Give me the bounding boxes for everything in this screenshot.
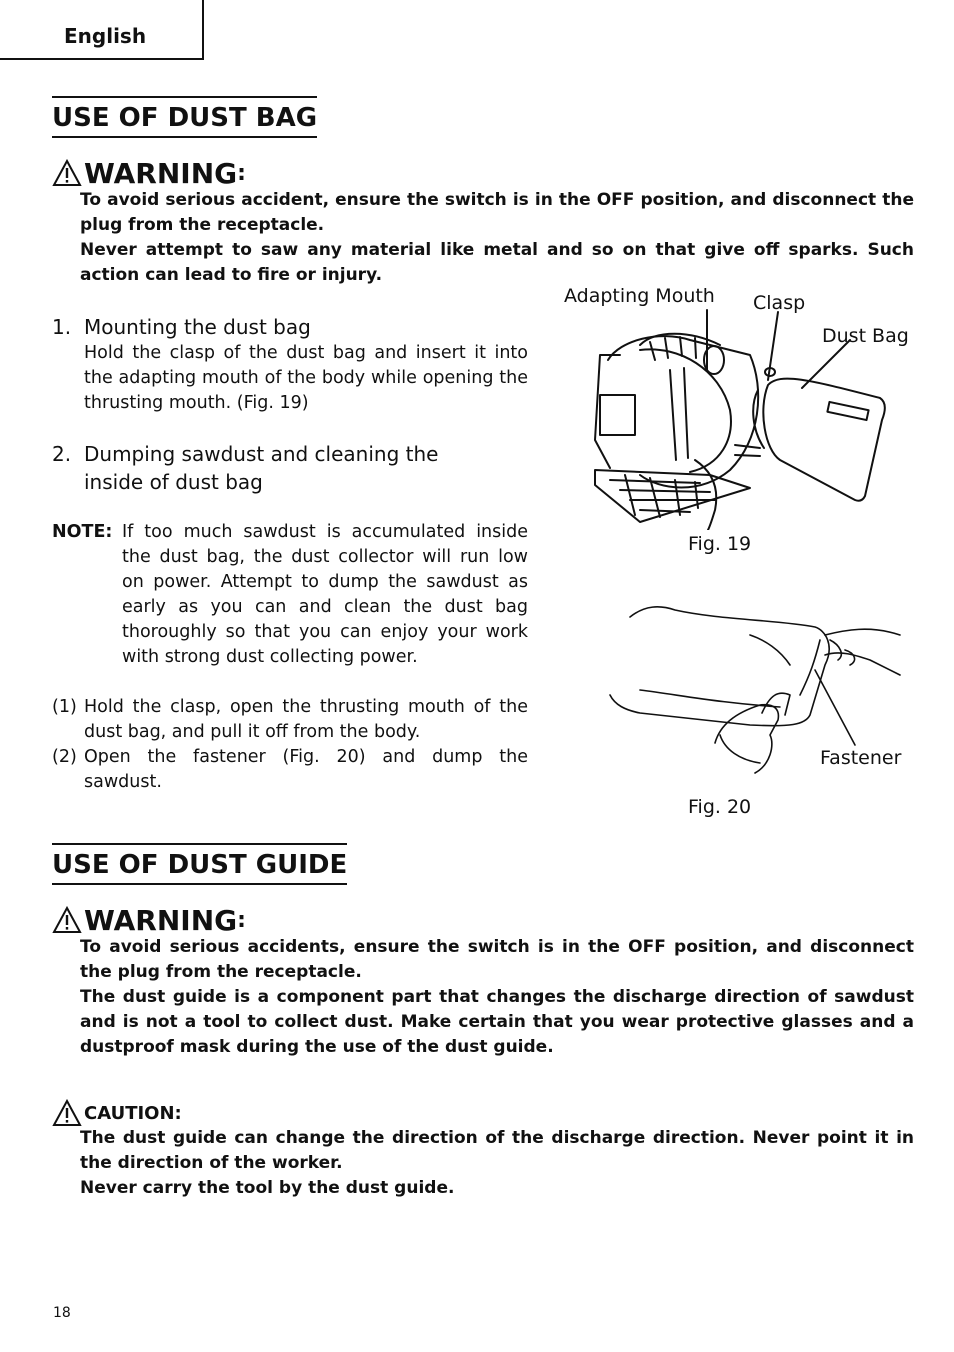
caution-triangle-icon <box>52 1099 82 1127</box>
warning-colon: : <box>237 907 246 933</box>
warning-line: To avoid serious accident, ensure the switch is in the OFF position, and disconnect the plug from the receptacle. <box>80 190 914 235</box>
warning-label: WARNING <box>84 156 238 190</box>
warning-line: To avoid serious accidents, ensure the switch is in the OFF position, and disconnect the plug from the receptacle. <box>80 937 914 982</box>
fig19-illustration <box>580 300 910 530</box>
fig19-label-clasp: Clasp <box>753 292 806 314</box>
step-number: (1) <box>52 697 77 717</box>
step-text: Open the fastener (Fig. 20) and dump the sawdust. <box>84 747 528 792</box>
section-title-dust-guide: USE OF DUST GUIDE <box>52 843 347 885</box>
caution-label: CAUTION: <box>84 1102 182 1124</box>
fig20-label-fastener: Fastener <box>820 747 902 769</box>
warning-colon: : <box>237 160 246 186</box>
fig19-caption: Fig. 19 <box>688 533 752 555</box>
item-text-mounting: Hold the clasp of the dust bag and insert it into the adapting mouth of the body while opening the thrusting mouth. (Fig. 19) <box>84 343 528 413</box>
fig19-label-dust-bag: Dust Bag <box>822 325 909 347</box>
caution-text <box>80 1126 914 1201</box>
warning-line: The dust guide is a component part that changes the discharge direction of sawdust and is not a tool to collect dust. Make certain that you wear protective glasses and a dustproof mask during the use of the dust guide. <box>80 987 914 1057</box>
page-number: 18 <box>53 1305 71 1321</box>
section-title-dust-bag: USE OF DUST BAG <box>52 96 317 138</box>
item-title-mounting: Mounting the dust bag <box>84 315 311 339</box>
warning-text-dust-bag <box>80 188 914 288</box>
item-number: 2. <box>52 442 72 466</box>
note-text: If too much sawdust is accumulated inside the dust bag, the dust collector will run low on power. Attempt to dump the sawdust as early as you can and clean the dust bag thoroughly so that you can enjoy your work with strong dust collecting power. <box>122 522 528 667</box>
fig20-caption: Fig. 20 <box>688 796 752 818</box>
language-tab <box>0 0 204 60</box>
warning-text-dust-guide <box>80 935 914 1060</box>
language-label: English <box>64 24 147 48</box>
step-number: (2) <box>52 747 77 767</box>
item-title-dumping: Dumping sawdust and cleaning the inside of dust bag <box>84 442 439 494</box>
caution-heading <box>52 1098 182 1128</box>
warning-label: WARNING <box>84 903 238 937</box>
warning-heading-dust-guide <box>52 903 246 937</box>
caution-line: Never carry the tool by the dust guide. <box>80 1178 455 1198</box>
warning-heading-dust-bag <box>52 156 246 190</box>
caution-line: The dust guide can change the direction of the discharge direction. Never point it in the direction of the worker. <box>80 1128 914 1173</box>
warning-triangle-icon <box>52 159 82 187</box>
step-text: Hold the clasp, open the thrusting mouth of the dust bag, and pull it off from the body. <box>84 697 528 742</box>
fig19-label-adapting-mouth: Adapting Mouth <box>564 285 715 307</box>
note-label: NOTE: <box>52 522 113 542</box>
warning-triangle-icon <box>52 906 82 934</box>
warning-line: Never attempt to saw any material like metal and so on that give off sparks. Such action can lead to fire or injury. <box>80 240 914 285</box>
item-number: 1. <box>52 315 72 339</box>
